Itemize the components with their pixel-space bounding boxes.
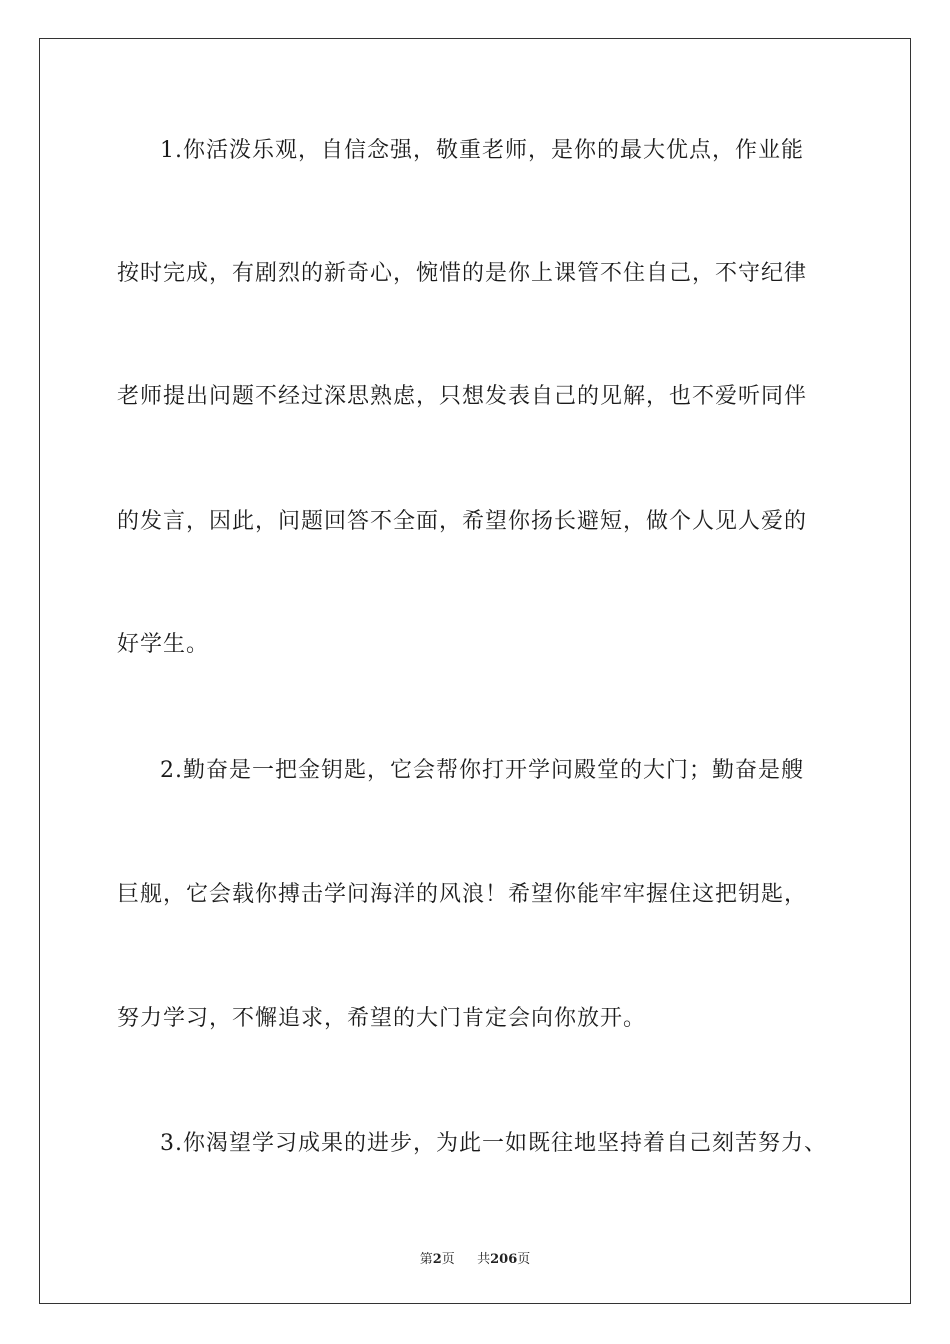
paragraph-3-line-1: 3.你渴望学习成果的进步，为此一如既往地坚持着自己刻苦努力、 [160,1131,827,1156]
footer-total-suffix: 页 [517,1252,531,1267]
page-border [39,38,911,1304]
paragraph-1-line-5: 好学生。 [117,632,210,657]
paragraph-2-line-3: 努力学习，不懈追求，希望的大门肯定会向你放开。 [117,1006,647,1031]
paragraph-2-line-1: 2.勤奋是一把金钥匙，它会帮你打开学问殿堂的大门；勤奋是艘 [160,758,804,783]
paragraph-1-line-1: 1.你活泼乐观，自信念强，敬重老师，是你的最大优点，作业能 [160,138,804,163]
paragraph-1-line-2: 按时完成，有剧烈的新奇心，惋惜的是你上课管不住自己，不守纪律 [117,261,808,286]
footer-page-number: 2 [432,1252,442,1267]
page-footer [0,1248,950,1267]
paragraph-2-line-2: 巨舰，它会载你搏击学问海洋的风浪！希望你能牢牢握住这把钥匙， [117,882,808,907]
footer-page-suffix: 页 [441,1252,455,1267]
paragraph-1-line-3: 老师提出问题不经过深思熟虑，只想发表自己的见解，也不爱听同伴 [117,384,808,409]
footer-page-prefix: 第 [419,1252,433,1267]
footer-total-prefix: 共 [477,1252,491,1267]
paragraph-1-line-4: 的发言，因此，问题回答不全面，希望你扬长避短，做个人见人爱的 [117,509,808,534]
footer-total-pages: 206 [490,1252,518,1267]
